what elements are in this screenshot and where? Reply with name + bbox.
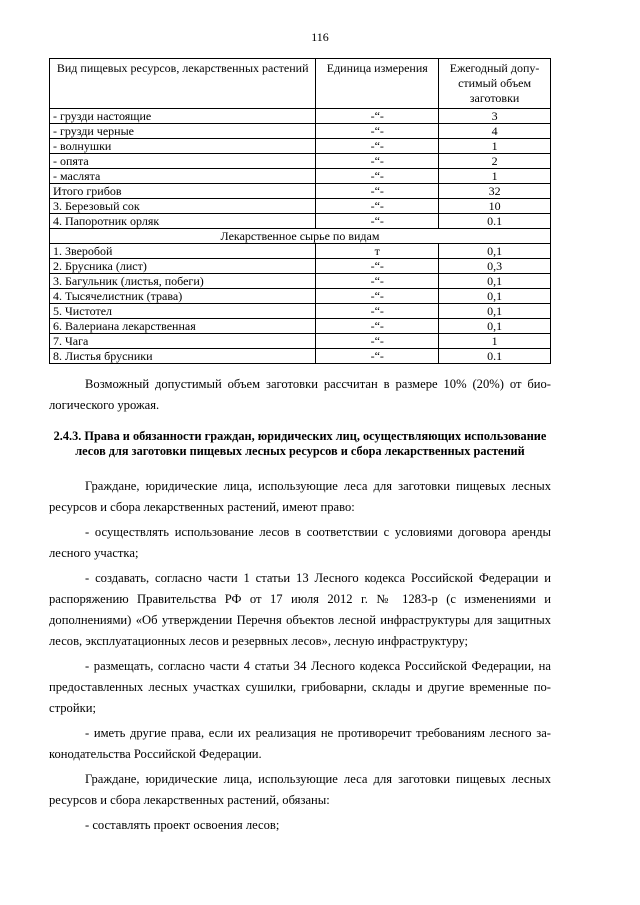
table-row [50,199,551,214]
cell-name: 1. Зверобой [50,244,316,259]
table-row [50,259,551,274]
cell-unit: -“- [316,169,439,184]
cell-name: 2. Брусника (лист) [50,259,316,274]
resources-table [49,58,551,364]
cell-name: 4. Папоротник орляк [50,214,316,229]
cell-value: 0,1 [439,289,551,304]
cell-unit: -“- [316,349,439,364]
cell-name: 5. Чистотел [50,304,316,319]
section-title: Лекарственное сырье по видам [50,229,551,244]
cell-unit: -“- [316,319,439,334]
cell-unit: -“- [316,274,439,289]
cell-name: 3. Багульник (листья, побеги) [50,274,316,289]
body-text [49,476,551,836]
table-row [50,319,551,334]
cell-value: 0,1 [439,319,551,334]
cell-value: 2 [439,154,551,169]
table-row [50,124,551,139]
table-row [50,214,551,229]
cell-name: 3. Березовый сок [50,199,316,214]
cell-unit: -“- [316,199,439,214]
cell-value: 32 [439,184,551,199]
table-row [50,304,551,319]
cell-name: 7. Чага [50,334,316,349]
cell-value: 0.1 [439,214,551,229]
cell-value: 0,1 [439,274,551,289]
cell-name: - грузди настоящие [50,109,316,124]
cell-unit: -“- [316,259,439,274]
cell-name: - волнушки [50,139,316,154]
cell-value: 1 [439,139,551,154]
cell-name: Итого грибов [50,184,316,199]
table-row [50,154,551,169]
cell-unit: -“- [316,289,439,304]
cell-value: 3 [439,109,551,124]
cell-unit: -“- [316,109,439,124]
cell-name: 4. Тысячелистник (трава) [50,289,316,304]
cell-value: 0,3 [439,259,551,274]
body-paragraph: - иметь другие права, если их реализация не противоречит требованиям лесного за-конодательства Российской Федерации. [49,726,551,761]
body-paragraph: - осуществлять использование лесов в соответствии с условиями договора аренды лесного участка; [49,525,551,560]
body-paragraph: - создавать, согласно части 1 статьи 13 Лесного кодекса Российской Федерации и распоряжению Правительства РФ от 17 июля 2012 г. № 1283-р (с изменениями и дополнениями) «Об утверждении Перечня объектов лесной инфраструктуры для защитных лесов, эксплуатационных лесов и резервных лесов», лесную инфраструктуру; [49,571,551,648]
cell-unit: -“- [316,124,439,139]
body-paragraph: Граждане, юридические лица, использующие леса для заготовки пищевых лесных ресурсов и сбора лекарственных растений, имеют право: [49,479,551,514]
body-paragraph: - размещать, согласно части 4 статьи 34 Лесного кодекса Российской Федерации, на предоставленных лесных участках сушилки, грибоварни, склады и другие временные по-стройки; [49,659,551,715]
cell-unit: т [316,244,439,259]
cell-unit: -“- [316,139,439,154]
cell-name: - грузди черные [50,124,316,139]
header-unit: Единица измерения [316,59,439,109]
table-row [50,349,551,364]
cell-value: 1 [439,169,551,184]
table-row [50,184,551,199]
cell-unit: -“- [316,184,439,199]
table-row [50,334,551,349]
cell-value: 0,1 [439,304,551,319]
cell-name: 8. Листья брусники [50,349,316,364]
body-paragraph: Граждане, юридические лица, использующие леса для заготовки пищевых лесных ресурсов и сбора лекарственных растений, обязаны: [49,772,551,807]
section-heading: 2.4.3. Права и обязанности граждан, юридических лиц, осуществляющих использование лесов для заготовки пищевых лесных ресурсов и сбора лекарственных растений [53,429,547,458]
table-row [50,169,551,184]
cell-unit: -“- [316,214,439,229]
table-row [50,289,551,304]
cell-value: 4 [439,124,551,139]
table-row [50,109,551,124]
note-paragraph: Возможный допустимый объем заготовки рассчитан в размере 10% (20%) от био-логического урожая. [49,377,551,412]
body-paragraph: - составлять проект освоения лесов; [85,818,280,832]
table-section-row [50,229,551,244]
header-annual-volume: Ежегодный допу-стимый объем заготовки [439,59,551,109]
cell-value: 10 [439,199,551,214]
cell-name: - маслята [50,169,316,184]
table-note [49,374,551,416]
table-row [50,244,551,259]
cell-value: 0.1 [439,349,551,364]
table-row [50,274,551,289]
table-header-row [50,59,551,109]
cell-name: - опята [50,154,316,169]
table-row [50,139,551,154]
page-number: 116 [311,30,329,44]
cell-name: 6. Валериана лекарственная [50,319,316,334]
cell-unit: -“- [316,304,439,319]
cell-unit: -“- [316,154,439,169]
cell-value: 1 [439,334,551,349]
cell-value: 0,1 [439,244,551,259]
header-resource-type: Вид пищевых ресурсов, лекарственных растений [50,59,316,109]
cell-unit: -“- [316,334,439,349]
